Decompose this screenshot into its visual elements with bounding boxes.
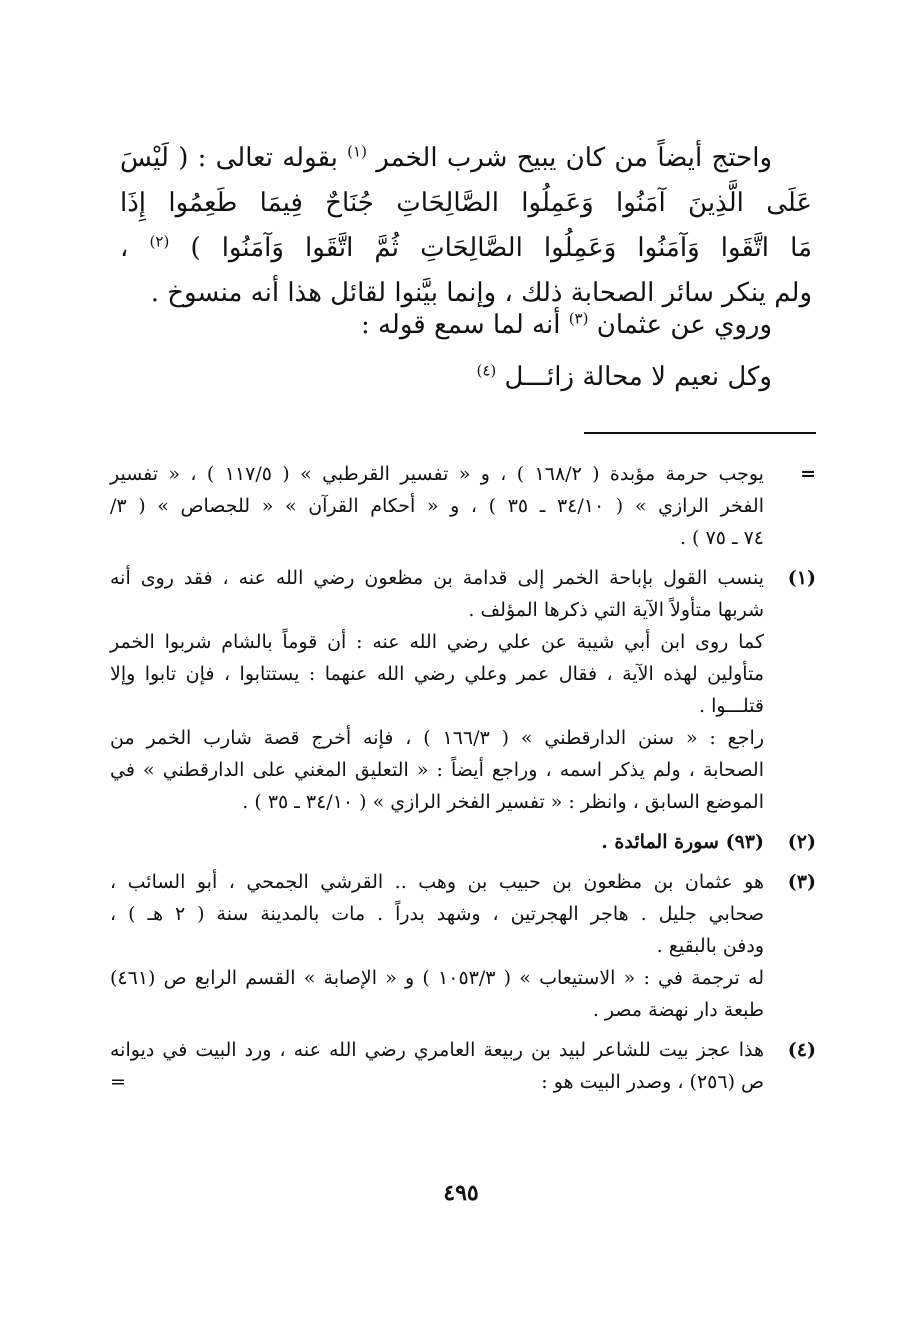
- page-number: ٤٩٥: [443, 1180, 479, 1206]
- footnote-4: [110, 1034, 816, 1098]
- footnote-ref-2: (٢): [149, 232, 170, 251]
- continuation-mark: =: [110, 1071, 126, 1093]
- footnote-line: ٧٤ ـ ٧٥ ) .: [679, 527, 764, 549]
- poetry-verse: [476, 362, 772, 392]
- verse-intro-text: أنه لما سمع قوله :: [360, 310, 561, 340]
- main-text: [120, 136, 812, 316]
- footnote-body: [110, 458, 764, 554]
- footnote-line: هذا عجز بيت للشاعر لبيد بن ربيعة العامري رضي الله عنه ، ورد البيت في ديوانه: [110, 1039, 764, 1061]
- footnote-gap: [110, 1026, 816, 1034]
- footnote-line: ينسب القول بإباحة الخمر إلى قدامة بن مظعون رضي الله عنه ، فقد روى أنه: [110, 567, 764, 589]
- footnote-line: شربها متأولاً الآية التي ذكرها المؤلف .: [468, 599, 764, 621]
- footnote-line: الفخر الرازي » ( ٣٤/١٠ ـ ٣٥ ) ، و « أحكام القرآن » « للجصاص » ( ٣/: [110, 495, 764, 517]
- footnotes: [110, 458, 816, 1098]
- main-line-2: عَلَى الَّذِينَ آمَنُوا وَعَمِلُوا الصَّالِحَاتِ جُنَاحٌ فِيمَا طَعِمُوا إِذَا: [120, 188, 812, 218]
- footnote-body: [110, 866, 764, 1026]
- main-text-segment: واحتج أيضاً من كان يبيح شرب الخمر: [376, 143, 773, 173]
- footnote-marker: (٢): [787, 831, 816, 853]
- footnote-ref-3: (٣): [568, 309, 589, 328]
- footnote-1: [110, 562, 816, 818]
- footnote-line: طبعة دار نهضة مصر .: [592, 999, 764, 1021]
- main-line-4: ولم ينكر سائر الصحابة ذلك ، وإنما بيَّنوا لقائل هذا أنه منسوخ .: [150, 278, 812, 308]
- footnote-line: كما روى ابن أبي شيبة عن علي رضي الله عنه : أن قوماً بالشام شربوا الخمر: [110, 631, 764, 653]
- footnote-3: [110, 866, 816, 1026]
- footnote-line: قتلـــوا .: [699, 695, 764, 717]
- verse-intro-text: وروي عن عثمان: [596, 310, 772, 340]
- footnote-line: له ترجمة في : « الاستيعاب » ( ١٠٥٣/٣ ) و « الإصابة » القسم الرابع ص (٤٦١): [110, 967, 765, 989]
- footnote-line: راجع : « سنن الدارقطني » ( ١٦٦/٣ ) ، فإنه أخرج قصة شارب الخمر من: [110, 727, 764, 749]
- footnote-line: الصحابة ، ولم يذكر اسمه ، وراجع أيضاً : « التعليق المغني على الدارقطني » في: [110, 759, 764, 781]
- footnote-ref-1: (١): [347, 142, 367, 161]
- verse-text: وكل نعيم لا محالة زائـــل: [504, 362, 772, 392]
- footnote-body: [110, 826, 764, 858]
- footnote-gap: [110, 858, 816, 866]
- footnote-line: الموضع السابق ، وانظر : « تفسير الفخر الرازي » ( ٣٤/١٠ ـ ٣٥ ) .: [242, 791, 764, 813]
- footnote-2: [110, 826, 816, 858]
- main-text-segment: بقوله تعالى : ( لَيْسَ: [120, 143, 338, 173]
- footnote-marker: (١): [787, 567, 816, 589]
- footnote-continued: [110, 458, 816, 554]
- main-line-3: [120, 226, 812, 271]
- footnote-body: [110, 562, 764, 818]
- footnote-line: يوجب حرمة مؤبدة ( ١٦٨/٢ ) ، و « تفسير القرطبي » ( ١١٧/٥ ) ، « تفسير: [110, 463, 764, 485]
- main-text-segment: مَا اتَّقَوا وَآمَنُوا وَعَمِلُوا الصَّالِحَاتِ ثُمَّ اتَّقَوا وَآمَنُوا ): [190, 233, 812, 263]
- footnote-line-with-continuation: [110, 1066, 764, 1098]
- footnote-marker: (٤): [787, 1039, 816, 1061]
- footnote-line: هو عثمان بن مظعون بن حبيب بن وهب .. القرشي الجمحي ، أبو السائب ،: [110, 871, 764, 893]
- footnote-ref-4: (٤): [476, 361, 497, 380]
- footnote-line-text: ص (٢٥٦) ، وصدر البيت هو :: [541, 1071, 764, 1093]
- footnote-line: ودفن بالبقيع .: [656, 935, 764, 957]
- main-line-1: [120, 136, 812, 181]
- footnote-marker: (٣): [787, 871, 816, 893]
- verse-intro: [361, 310, 772, 340]
- footnote-line: (٩٣) سورة المائدة .: [601, 831, 764, 853]
- main-text-segment: ،: [120, 233, 129, 263]
- footnote-separator: [584, 432, 816, 434]
- footnote-line: متأولين لهذه الآية ، فقال عمر وعلي رضي الله عنهما : يستتابوا ، فإن تابوا وإلا: [110, 663, 764, 685]
- footnote-marker: =: [800, 463, 816, 485]
- footnote-gap: [110, 818, 816, 826]
- footnote-body: [110, 1034, 764, 1098]
- footnote-line: صحابي جليل . هاجر الهجرتين ، وشهد بدراً . مات بالمدينة سنة ( ٢ هـ ) ،: [110, 903, 764, 925]
- footnote-gap: [110, 554, 816, 562]
